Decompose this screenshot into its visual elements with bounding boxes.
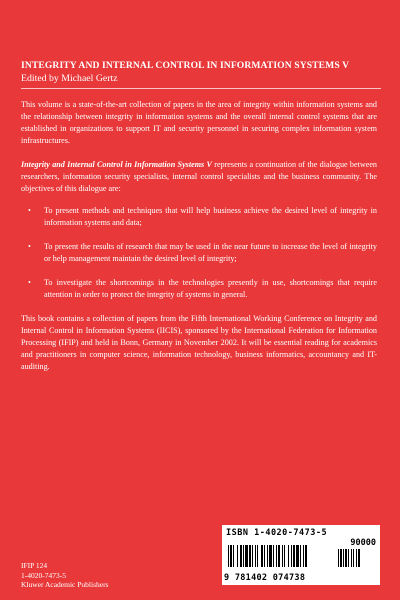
series-isbn: 1-4020-7473-5 xyxy=(21,570,66,580)
series-info xyxy=(21,561,108,590)
bullet-icon: • xyxy=(28,278,31,287)
list-item: • To investigate the shortcomings in the technologies presently in use, shortcomings that require attention in order to protect the integrity of systems in general. xyxy=(28,278,377,299)
barcode xyxy=(222,525,380,585)
description-paragraph-1: This volume is a state-of-the-art collection of papers in the area of integrity within information systems and the relationship between integrity in information systems and the overall internal control systems that are established in organizations to support IT and security personnel in securing complex information system infrastructures. xyxy=(21,100,377,145)
bullet-icon: • xyxy=(28,206,31,215)
description-paragraph-3: This book contains a collection of papers from the Fifth International Working Conference on Integrity and Internal Control in Information Systems (IICIS), sponsored by the International Federation for Information Processing (IFIP) and held in Bonn, Germany in November 2002. It will be essential reading for academics and practitioners in computer science, information technology, business informatics, accountancy and IT-auditing. xyxy=(21,314,377,371)
publisher: Kluwer Academic Publishers xyxy=(21,580,109,589)
book-title: INTEGRITY AND INTERNAL CONTROL IN INFORMATION SYSTEMS V xyxy=(21,60,350,71)
list-item: • To present methods and techniques that will help business achieve the desired level of integrity in information systems and data; xyxy=(28,206,377,227)
description-paragraph-2-rest: represents a continuation of the dialogue between researchers, information security specialists, internal control specialists and the business community. The objectives of this dialogue are: xyxy=(21,160,377,193)
book-editor: Edited by Michael Gertz xyxy=(21,73,118,84)
objectives-list xyxy=(21,205,377,301)
description-paragraph-2-lead: Integrity and Internal Control in Information Systems V xyxy=(21,160,212,169)
barcode-isbn-label: ISBN 1-4020-7473-5 xyxy=(226,528,328,538)
description-paragraph-2 xyxy=(21,159,377,195)
description xyxy=(21,99,377,373)
barcode-price-code: 90000 xyxy=(350,538,376,548)
bullet-icon: • xyxy=(28,242,31,251)
barcode-ean-digits: 9 781402 074738 xyxy=(224,573,306,583)
list-item: • To present the results of research that may be used in the near future to increase the level of integrity or help management maintain the desired level of integrity; xyxy=(28,242,377,263)
barcode-icon xyxy=(226,537,376,573)
divider xyxy=(21,88,381,89)
series-number: IFIP 124 xyxy=(21,561,48,570)
